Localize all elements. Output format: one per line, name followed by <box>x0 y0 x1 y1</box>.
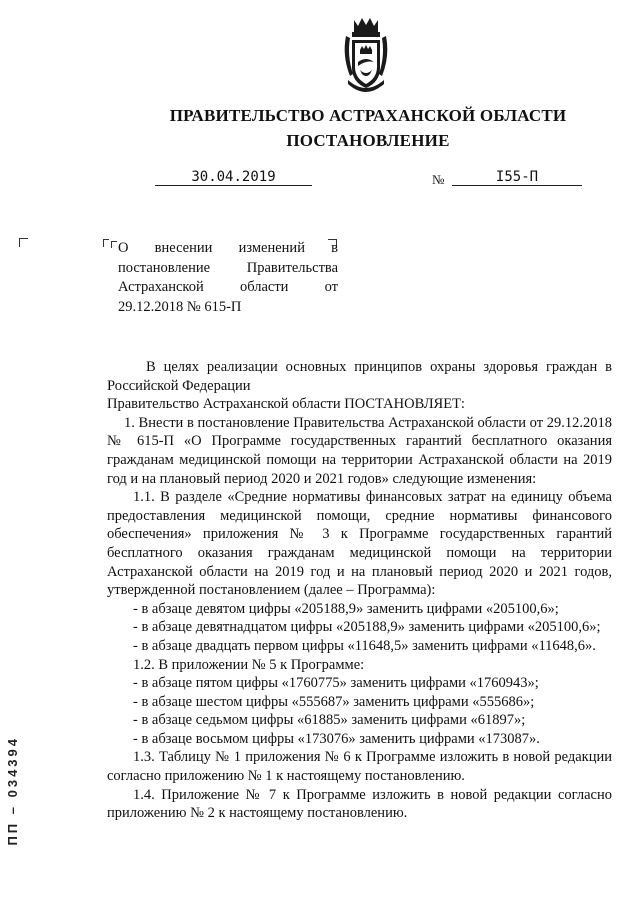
resolves-paragraph: Правительство Астраханской области ПОСТАНОВЛЯЕТ: <box>107 396 465 413</box>
corner-mark-icon <box>19 238 28 247</box>
resolution-date: 30.04.2019 <box>155 169 312 186</box>
list-item: - в абзаце шестом цифры «555687» заменить цифрами «555686»; <box>133 693 535 710</box>
item-1-4-paragraph: 1.4. Приложение № 7 к Программе изложить в новой редакции согласно приложению № 2 к настоящему постановлению. <box>107 786 612 822</box>
list-item: - в абзаце восьмом цифры «173076» заменить цифрами «173087». <box>133 730 540 747</box>
item-1-3-paragraph: 1.3. Таблицу № 1 приложения № 6 к Программе изложить в новой редакции согласно приложению № 1 к настоящему постановлению. <box>107 749 612 785</box>
list-item: - в абзаце пятом цифры «1760775» заменить цифрами «1760943»; <box>133 675 539 692</box>
list-item: - в абзаце девятнадцатом цифры «205188,9» заменить цифрами «205100,6»; <box>133 619 601 636</box>
number-sign: № <box>432 172 445 187</box>
government-title: ПРАВИТЕЛЬСТВО АСТРАХАНСКОЙ ОБЛАСТИ <box>169 106 567 125</box>
corner-mark-icon <box>103 239 109 247</box>
resolution-body <box>107 358 612 823</box>
list-item: - в абзаце двадцать первом цифры «11648,5» заменить цифрами «11648,6». <box>133 637 596 654</box>
preamble-paragraph: В целях реализации основных принципов охраны здоровья граждан в Российской Федерации <box>107 359 612 394</box>
list-item: - в абзаце седьмом цифры «61885» заменить цифрами «61897»; <box>133 712 526 729</box>
astrakhan-coat-of-arms-icon <box>340 16 392 96</box>
item-1-1-paragraph: 1.1. В разделе «Средние нормативы финансовых затрат на единицу объема предоставления медицинской помощи, средние нормативы финансового обеспечения» приложения № 3 к Программе государственных гарантий бесплатного оказания гражданам медицинской помощи на территории Астраханской области на 2019 год и на плановый период 2020 и 2021 годов, утвержденной постановлением (далее – Программа): <box>107 489 612 599</box>
document-type-title: ПОСТАНОВЛЕНИЕ <box>286 131 450 150</box>
form-serial-number: ПП – 034394 <box>5 736 20 846</box>
list-item: - в абзаце девятом цифры «205188,9» заменить цифрами «205100,6»; <box>133 600 559 617</box>
item-1-2-paragraph: 1.2. В приложении № 5 к Программе: <box>133 656 365 673</box>
resolution-number: I55-П <box>452 169 582 186</box>
item-1-paragraph: 1. Внести в постановление Правительства Астраханской области от 29.12.2018 № 615-П «О Программе государственных гарантий бесплатного оказания гражданам медицинской помощи на территории Астраханской области на 2019 год и на плановый период 2020 и 2021 годов» следующие изменения: <box>107 414 612 487</box>
corner-mark-icon <box>111 241 117 248</box>
resolution-subject: О внесении изменений в постановление Правительства Астраханской области от 29.12.2018 № 615-П <box>118 240 338 315</box>
